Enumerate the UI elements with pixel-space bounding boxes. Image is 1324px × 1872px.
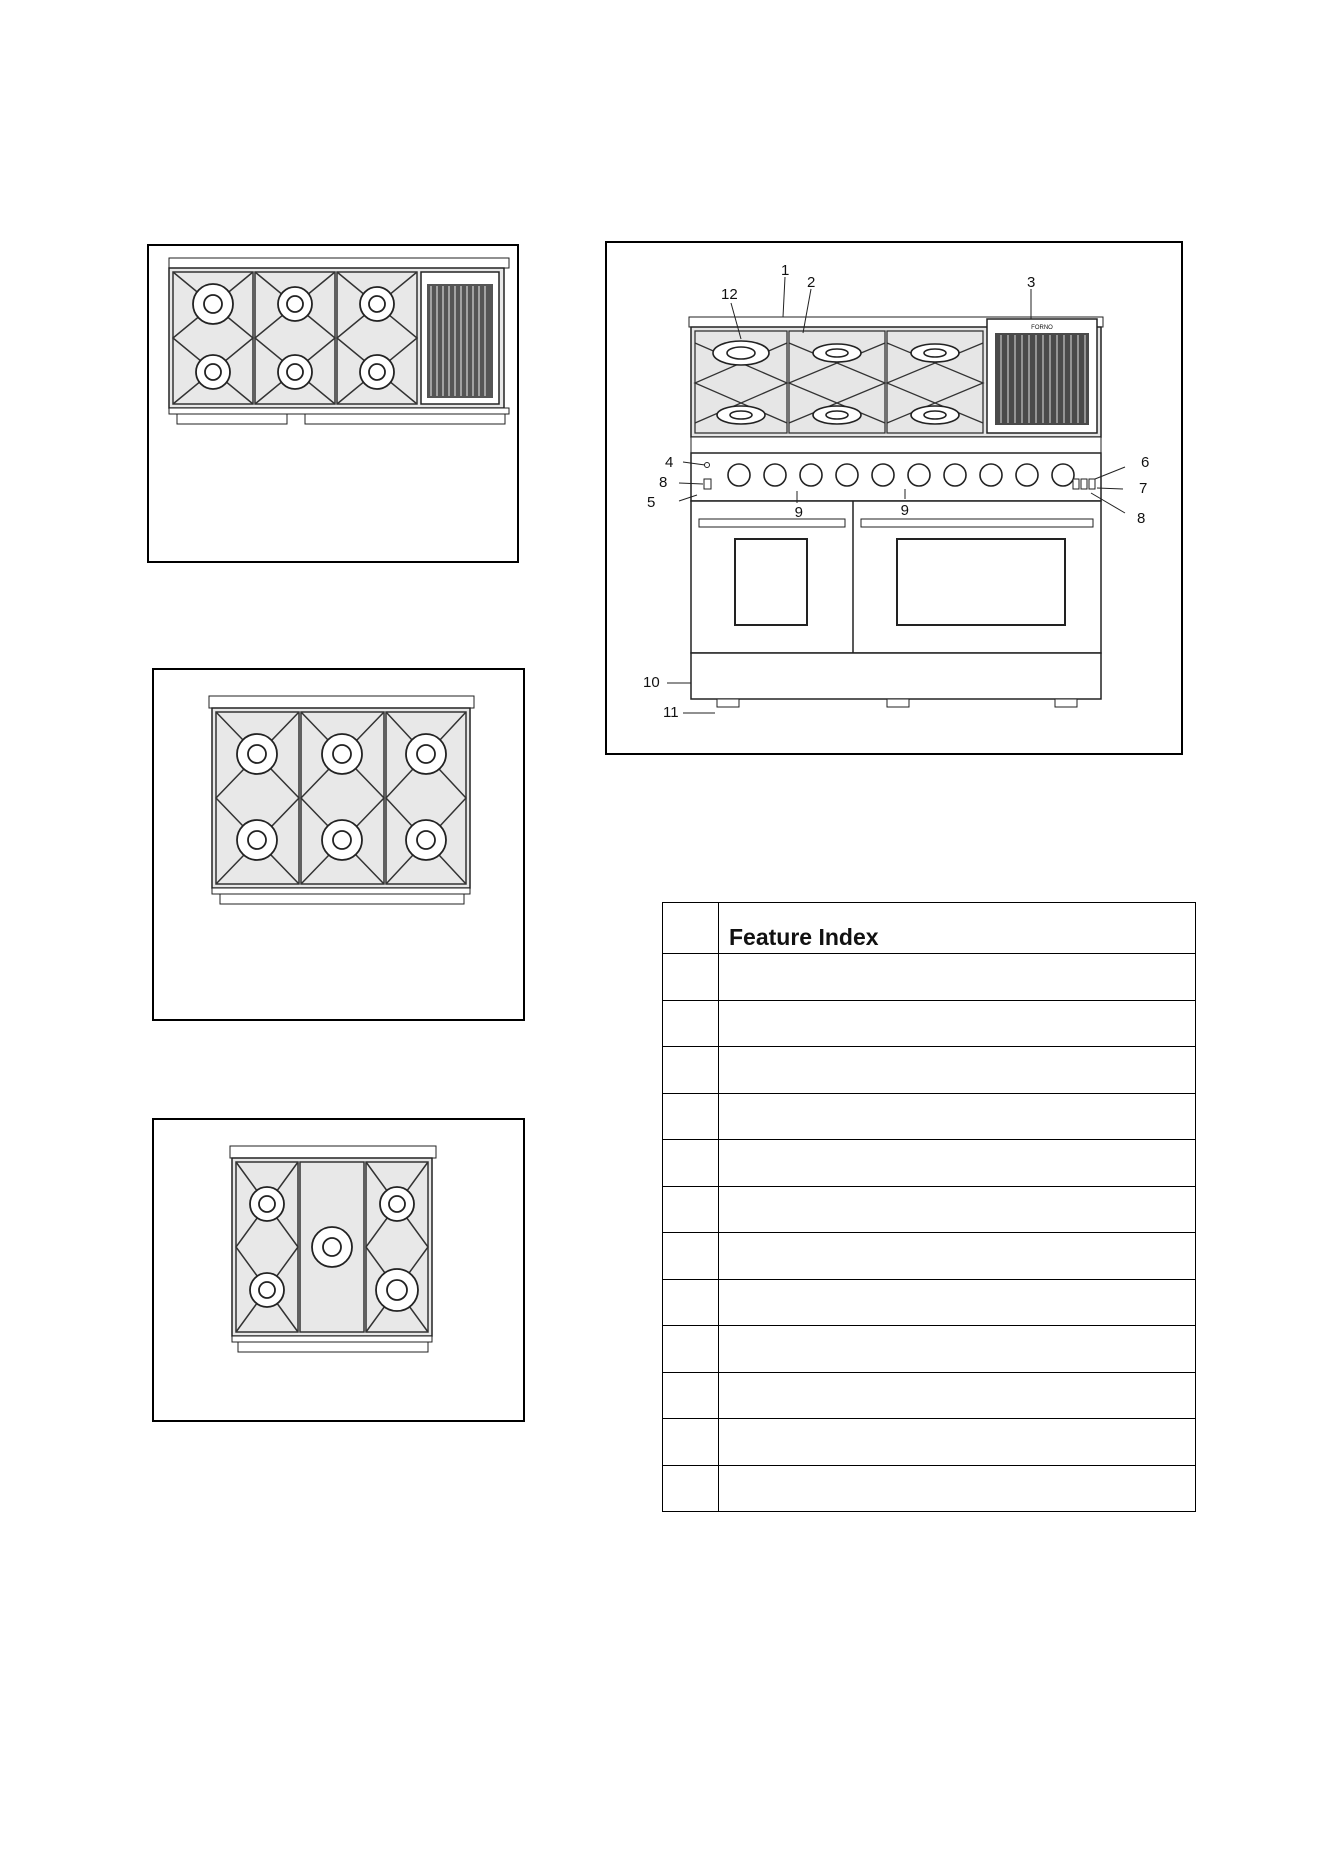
feature-num — [663, 1326, 719, 1373]
feature-text — [719, 1279, 1196, 1326]
table-row — [663, 1465, 1196, 1512]
feature-num — [663, 954, 719, 1001]
callout-1: 1 — [781, 262, 790, 279]
range-48-front-drawing — [607, 243, 1181, 753]
feature-num — [663, 1140, 719, 1187]
range-36-six-burner-drawing — [154, 670, 523, 1019]
table-row — [663, 1047, 1196, 1094]
feature-text — [719, 1326, 1196, 1373]
feature-text — [719, 1000, 1196, 1047]
feature-index-table — [662, 902, 1196, 1512]
feature-index-header-row — [663, 903, 1196, 954]
feature-text — [719, 1140, 1196, 1187]
feature-text — [719, 1372, 1196, 1419]
feature-text — [719, 1186, 1196, 1233]
table-row — [663, 1186, 1196, 1233]
callout-5: 5 — [647, 494, 656, 511]
callout-8-right: 8 — [1137, 510, 1146, 527]
table-row — [663, 1326, 1196, 1373]
feature-text — [719, 954, 1196, 1001]
callout-4: 4 — [665, 454, 674, 471]
callout-9-left: 9 — [794, 504, 803, 521]
figure-36-range-six-burner-top — [152, 668, 525, 1021]
callout-3: 3 — [1027, 274, 1036, 291]
table-row — [663, 1093, 1196, 1140]
figure-30-range-five-burner-top — [152, 1118, 525, 1422]
table-row — [663, 1000, 1196, 1047]
callout-11: 11 — [663, 704, 679, 721]
feature-text — [719, 1093, 1196, 1140]
table-row — [663, 1372, 1196, 1419]
feature-index-num-header — [663, 903, 719, 954]
feature-num — [663, 1000, 719, 1047]
callout-10: 10 — [643, 674, 660, 691]
figure-48-range-front-callouts — [605, 241, 1183, 755]
range-30-five-burner-drawing — [154, 1120, 523, 1420]
feature-text — [719, 1047, 1196, 1094]
figure-48-range-griddle-top — [147, 244, 519, 563]
feature-num — [663, 1047, 719, 1094]
callout-9-right: 9 — [900, 502, 909, 519]
feature-text — [719, 1233, 1196, 1280]
table-row — [663, 1279, 1196, 1326]
table-row — [663, 1140, 1196, 1187]
feature-num — [663, 1093, 719, 1140]
table-row — [663, 954, 1196, 1001]
feature-num — [663, 1279, 719, 1326]
feature-num — [663, 1233, 719, 1280]
feature-index-title: Feature Index — [719, 903, 1196, 954]
callout-7: 7 — [1139, 480, 1148, 497]
feature-text — [719, 1419, 1196, 1466]
callout-2: 2 — [807, 274, 816, 291]
range-48-griddle-drawing — [149, 246, 517, 561]
table-row — [663, 1233, 1196, 1280]
callout-12: 12 — [721, 286, 738, 303]
feature-num — [663, 1465, 719, 1512]
feature-text — [719, 1465, 1196, 1512]
callout-6: 6 — [1141, 454, 1150, 471]
callout-8-left: 8 — [659, 474, 668, 491]
feature-num — [663, 1186, 719, 1233]
griddle-brand-logo: FORNO — [1031, 325, 1053, 331]
feature-num — [663, 1372, 719, 1419]
table-row — [663, 1419, 1196, 1466]
feature-num — [663, 1419, 719, 1466]
